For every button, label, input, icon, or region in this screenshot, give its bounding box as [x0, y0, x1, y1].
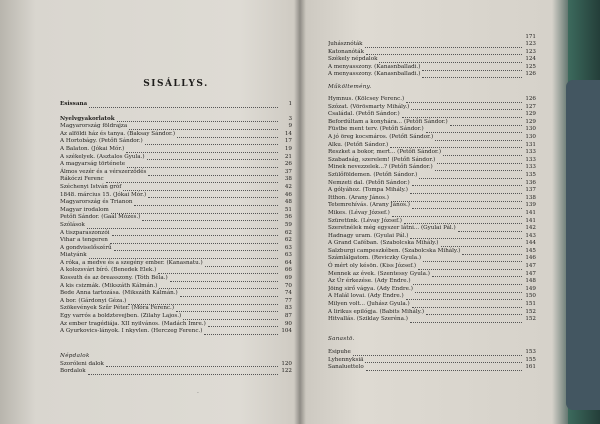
leader-dots — [170, 276, 278, 282]
leader-dots — [406, 294, 522, 300]
entry-title: Bordalok — [60, 368, 86, 375]
entry-title: Tetemrehívás. (Arany János.) — [328, 202, 410, 209]
section-heading: Műköltemény. — [328, 84, 372, 90]
toc-entry — [328, 357, 536, 365]
toc-entry — [60, 237, 292, 245]
entry-title: Reszket a bokor, mert... (Petőfi Sándor.) — [328, 149, 442, 156]
entry-title: Esissana — [60, 101, 88, 107]
entry-title: Szülőföldemen. (Petőfi Sándor.) — [328, 171, 418, 178]
entry-title: Hymnus. (Kölcsey Ferenc.) — [328, 96, 405, 102]
leader-dots — [88, 369, 278, 375]
entry-title: Bede Anna tartozása. (Mikszáth Kálmán.) — [60, 290, 178, 297]
entry-title: Befordúltam a konyhára... (Petőfi Sándor.) — [328, 118, 448, 125]
entry-page: 87 — [284, 313, 292, 320]
toc-entry — [328, 180, 536, 188]
entry-page: 147 — [525, 270, 536, 277]
entry-page: 9 — [288, 123, 292, 130]
entry-title: A kolozsvári bíró. (Benedek Elek.) — [60, 267, 157, 274]
leader-dots — [180, 291, 278, 297]
toc-entry — [328, 218, 536, 226]
leader-dots — [419, 173, 522, 179]
entry-title: Egy varrós a boldztevejben. (Zilahy Lajos.) — [60, 313, 182, 320]
leader-dots — [112, 230, 279, 236]
toc-entry — [60, 101, 292, 109]
leader-dots — [114, 245, 278, 251]
entry-title: Miatyánk — [60, 252, 87, 259]
toc-entry — [60, 361, 292, 369]
entry-page: 133 — [525, 149, 536, 156]
leader-dots — [426, 127, 522, 133]
toc-entry — [328, 41, 536, 49]
leader-dots — [410, 233, 522, 239]
entry-page: 48 — [284, 199, 292, 206]
entry-page: 56 — [284, 214, 292, 221]
toc-entry — [60, 353, 292, 361]
leader-dots — [117, 116, 278, 122]
entry-page: 69 — [284, 275, 292, 282]
entry-title: A Grand Caféban. (Szabolcska Mihály.) — [328, 240, 439, 247]
entry-page: 137 — [525, 187, 536, 194]
entry-title: Vihar a tengeren — [60, 237, 108, 244]
entry-title: Ó mért oly késön. (Kiss József.) — [328, 263, 417, 270]
toc-entry — [60, 368, 292, 376]
leader-dots — [126, 147, 278, 153]
entry-page: 133 — [525, 164, 536, 171]
entry-page: 1 — [288, 101, 292, 107]
entry-title: Katonanóták — [328, 48, 365, 55]
leader-dots — [366, 49, 522, 55]
entry-page: 130 — [525, 133, 536, 140]
leader-dots — [134, 200, 278, 206]
entry-title: Magyar irodalom — [60, 206, 109, 213]
toc-entry — [328, 301, 536, 309]
toc-entry — [60, 214, 292, 222]
entry-title: A jó öreg kocsmáros. (Petőfi Sándor.) — [328, 133, 434, 140]
leader-dots — [158, 268, 278, 274]
entry-page: 26 — [284, 161, 292, 168]
leader-dots — [411, 104, 522, 110]
entry-page: 141 — [525, 209, 536, 216]
spacer — [60, 109, 292, 116]
entry-title: Magyarország földrajza — [60, 123, 128, 130]
toc-entry — [328, 278, 536, 286]
entry-page: 123 — [525, 41, 536, 47]
entry-title: Számlálgatom. (Reviczky Gyula.) — [328, 255, 422, 262]
right-toc-b — [328, 96, 536, 324]
entry-page: 153 — [525, 349, 536, 355]
toc-entry — [328, 71, 536, 79]
entry-page: 38 — [284, 176, 292, 183]
entry-page: 64 — [284, 259, 292, 266]
toc-entry — [60, 176, 292, 184]
toc-entry — [60, 161, 292, 169]
toc-entry — [328, 134, 536, 142]
contents-heading: SISÁLLYS. — [143, 79, 209, 89]
entry-page: 124 — [525, 56, 536, 63]
entry-title: Szökevények Szűr Péter. (Móra Ferenc.) — [60, 305, 175, 312]
entry-title: Rákóczi Ferenc — [60, 176, 104, 183]
leader-dots — [423, 256, 522, 262]
entry-page: 136 — [525, 179, 536, 186]
entry-page: 149 — [525, 285, 536, 292]
leader-dots — [402, 112, 522, 118]
leader-dots — [404, 218, 522, 224]
leader-dots — [426, 309, 522, 315]
leader-dots — [142, 215, 278, 221]
entry-page: 125 — [525, 63, 536, 70]
entry-title: Szabadság, szerelem! (Petőfi Sándor.) — [328, 156, 436, 163]
toc-entry — [328, 56, 536, 64]
entry-page: 131 — [525, 141, 536, 148]
entry-page: 120 — [281, 360, 292, 367]
entry-title: Milyen volt... (Juhász Gyula.) — [328, 301, 410, 308]
entry-title: Kossuth és az öreasszony. (Tóth Béla.) — [60, 275, 168, 282]
entry-title: A magyarság története — [60, 161, 126, 168]
entry-page: 19 — [284, 145, 292, 152]
leader-dots — [111, 208, 278, 214]
left-page — [60, 0, 292, 424]
entry-title: Álmos vezér és a vérszerződés — [60, 168, 147, 175]
entry-page: 77 — [284, 297, 292, 304]
leader-dots — [415, 287, 522, 293]
entry-title: Sanaluettelo — [328, 364, 364, 371]
entry-page: 21 — [284, 153, 292, 160]
entry-title: Szeretnélek még egyszer látni... (Gyulai Pál.) — [328, 225, 456, 232]
leader-dots — [413, 279, 522, 285]
toc-entry — [60, 245, 292, 253]
entry-page: 150 — [525, 293, 536, 300]
toc-entry — [60, 184, 292, 192]
leader-dots — [205, 261, 278, 267]
entry-title: Füstbe ment terv. (Petőfi Sándor.) — [328, 126, 424, 133]
entry-page: 155 — [525, 356, 536, 363]
entry-page: 129 — [525, 118, 536, 125]
toc-entry — [328, 293, 536, 301]
entry-page: 37 — [284, 168, 292, 175]
entry-page: 138 — [525, 194, 536, 201]
left-toc-tail — [60, 353, 292, 376]
toc-entry — [328, 126, 536, 134]
toc-entry — [328, 111, 536, 119]
leader-dots — [123, 185, 278, 191]
entry-page: 122 — [281, 368, 292, 375]
entry-title: Nyelvgyakorlatok — [60, 115, 115, 122]
dark-tab — [566, 80, 600, 410]
entry-page: 152 — [525, 316, 536, 323]
entry-page: 144 — [525, 240, 536, 247]
entry-page: 83 — [284, 305, 292, 312]
leader-dots — [435, 165, 522, 171]
leader-dots — [106, 177, 278, 183]
entry-title: Mikes. (Lévay József.) — [328, 209, 390, 216]
entry-page: 51 — [284, 206, 292, 213]
entry-page: 152 — [525, 308, 536, 315]
entry-title: Jöing sirő vágya. (Ady Endre.) — [328, 285, 413, 292]
right-toc-a — [328, 41, 536, 79]
entry-title: A Hortobágy. (Petőfi Sándor.) — [60, 138, 143, 145]
entry-page: 70 — [284, 282, 292, 289]
leader-dots — [392, 211, 522, 217]
entry-title: Juhásznóták — [328, 41, 363, 47]
leader-dots — [106, 361, 278, 367]
toc-entry — [60, 275, 292, 283]
toc-entry — [60, 222, 292, 230]
entry-page: 17 — [284, 138, 292, 145]
entry-title: Népdalok — [60, 353, 90, 359]
leader-dots — [128, 299, 278, 305]
entry-page: 59 — [284, 221, 292, 228]
entry-page: 62 — [284, 237, 292, 244]
entry-page: 151 — [525, 301, 536, 308]
leader-dots — [412, 203, 522, 209]
entry-page: 3 — [288, 115, 292, 122]
entry-page: 62 — [284, 229, 292, 236]
entry-title: Esipuhe — [328, 349, 351, 355]
entry-page: 146 — [525, 255, 536, 262]
entry-title: Az ember tragédiája. XII nyilvános. (Madách Imre.) — [60, 320, 206, 327]
entry-title: A gólyához. (Tompa Mihály.) — [328, 187, 408, 194]
leader-dots — [458, 226, 522, 232]
entry-page: 63 — [284, 244, 292, 251]
right-section-c — [328, 336, 536, 344]
entry-page: 127 — [525, 103, 536, 110]
page-number: 171 — [525, 34, 536, 40]
toc-entry — [328, 149, 536, 157]
entry-page: 14 — [284, 130, 292, 137]
entry-title: Szoróleni dalok — [60, 360, 104, 367]
leader-dots — [418, 264, 522, 270]
leader-dots — [366, 365, 522, 371]
entry-title: Az alföldi ház és tanya. (Baksay Sándor.) — [60, 130, 176, 137]
entry-page: 130 — [525, 126, 536, 133]
leader-dots — [432, 271, 522, 277]
toc-entry — [328, 210, 536, 218]
toc-entry — [328, 240, 536, 248]
toc-entry — [328, 187, 536, 195]
entry-page: 123 — [525, 48, 536, 55]
leader-dots — [204, 329, 278, 335]
toc-entry — [60, 230, 292, 238]
entry-title: Az Úr érkezése. (Ady Endre.) — [328, 278, 411, 285]
leader-dots — [148, 170, 278, 176]
toc-entry — [328, 172, 536, 180]
left-toc — [60, 101, 292, 336]
entry-page: 66 — [284, 267, 292, 274]
leader-dots — [422, 65, 522, 71]
entry-title: A lirikus epilógja. (Babits Mihály.) — [328, 308, 425, 315]
leader-dots — [147, 154, 278, 160]
entry-page: 145 — [525, 247, 536, 254]
entry-page: 142 — [525, 225, 536, 232]
toc-entry — [60, 290, 292, 298]
entry-title: A gondviselőszérű — [60, 244, 112, 251]
leader-dots — [177, 132, 278, 138]
leader-dots — [441, 241, 523, 247]
leader-dots — [365, 42, 522, 48]
entry-page: 133 — [525, 156, 536, 163]
entry-page: 74 — [284, 290, 292, 297]
entry-title: A tiszparaszonzói — [60, 229, 110, 236]
toc-entry — [328, 316, 536, 324]
toc-entry — [328, 255, 536, 263]
entry-title: Hadnagy uram. (Gyulai Pál.) — [328, 232, 409, 239]
leader-dots — [437, 158, 522, 164]
toc-entry — [60, 123, 292, 131]
entry-title: Minek nevezzelek...? (Petőfi Sándor.) — [328, 164, 433, 171]
entry-title: A bor. (Gárdonyi Géza.) — [60, 297, 127, 304]
right-toc-c — [328, 349, 536, 372]
entry-title: Alku. (Petőfi Sándor.) — [328, 141, 389, 148]
entry-title: Nemzeti dal. (Petőfi Sándor.) — [328, 179, 410, 186]
leader-dots — [435, 135, 522, 141]
leader-dots — [159, 283, 278, 289]
entry-title: Petőfi Sándor. (Gaál Mózes.) — [60, 214, 141, 221]
entry-page: 141 — [525, 217, 536, 224]
entry-page: 126 — [525, 71, 536, 78]
entry-page: 104 — [281, 328, 292, 335]
entry-page: 46 — [284, 191, 292, 198]
leader-dots — [353, 350, 522, 356]
right-page — [328, 0, 536, 424]
entry-title: Magyarország és Trianon — [60, 199, 133, 206]
leader-dots — [145, 139, 278, 145]
page-mark: · — [197, 390, 199, 397]
entry-page: 126 — [525, 96, 536, 102]
entry-title: Szüretünk. (Lévay József.) — [328, 217, 402, 224]
leader-dots — [406, 97, 522, 103]
entry-title: Lyhennyksiä — [328, 356, 364, 363]
toc-entry — [60, 146, 292, 154]
toc-entry — [328, 96, 536, 104]
toc-entry — [328, 263, 536, 271]
entry-title: 1848. március 15. (Jókai Mór.) — [60, 191, 147, 198]
entry-page: 135 — [525, 171, 536, 178]
entry-title: A menyasszony. (Kanasnballadi.) — [328, 63, 421, 70]
entry-title: Salzburgi campeszkében. (Szabolcska Mihály.) — [328, 247, 461, 254]
leader-dots — [89, 102, 278, 108]
entry-title: A menyasszony. (Kanasnballadi.) — [328, 71, 421, 78]
leader-dots — [127, 162, 278, 168]
entry-page: 129 — [525, 111, 536, 118]
entry-title: A Gyurkovics-lányok. I nkyvlen. (Herczeg Ferenc.) — [60, 328, 203, 335]
leader-dots — [89, 253, 278, 259]
leader-dots — [148, 192, 278, 198]
toc-entry — [328, 225, 536, 233]
entry-title: Széchenyi István gróf — [60, 183, 122, 190]
toc-entry — [60, 267, 292, 275]
toc-entry — [60, 313, 292, 321]
entry-page: 161 — [525, 364, 536, 371]
leader-dots — [410, 317, 522, 323]
toc-entry — [60, 305, 292, 313]
entry-title: Szólások — [60, 221, 85, 228]
leader-dots — [183, 314, 278, 320]
leader-dots — [450, 120, 522, 126]
leader-dots — [110, 238, 278, 244]
right-section-b — [328, 84, 536, 92]
leader-dots — [176, 306, 278, 312]
toc-entry — [60, 138, 292, 146]
entry-page: 63 — [284, 252, 292, 259]
entry-page: 139 — [525, 202, 536, 209]
leader-dots — [208, 321, 278, 327]
entry-title: A Halál lovai. (Ady Endre.) — [328, 293, 404, 300]
toc-entry — [328, 349, 536, 357]
leader-dots — [412, 180, 522, 186]
entry-title: A Balaton. (Jókai Mór.) — [60, 145, 125, 152]
leader-dots — [462, 249, 522, 255]
leader-dots — [412, 302, 522, 308]
leader-dots — [87, 223, 278, 229]
entry-title: A róka, a medve és a szegény ember. (Kanasnatu.) — [60, 259, 203, 266]
entry-title: Szózat. (Vörösmarty Mihály.) — [328, 103, 410, 110]
entry-title: Itthon. (Arany János.) — [328, 194, 389, 201]
entry-page: 148 — [525, 278, 536, 285]
toc-entry — [328, 164, 536, 172]
toc-entry — [60, 252, 292, 260]
entry-page: 147 — [525, 263, 536, 270]
leader-dots — [410, 188, 522, 194]
entry-title: Mennek az évek. (Szentessy Gyula.) — [328, 270, 430, 277]
toc-entry — [328, 364, 536, 372]
leader-dots — [391, 196, 522, 202]
entry-page: 143 — [525, 232, 536, 239]
entry-title: Családal. (Petőfi Sándor.) — [328, 111, 400, 118]
entry-title: A székelyek. (Asztalos Gyula.) — [60, 153, 145, 160]
leader-dots — [129, 124, 278, 130]
entry-title: A kis csizmák. (Mikszáth Kálmán.) — [60, 282, 158, 289]
entry-title: Székely népdalok — [328, 56, 378, 63]
leader-dots — [390, 142, 522, 148]
leader-dots — [365, 357, 522, 363]
section-heading: Sanastö. — [328, 336, 355, 342]
leader-dots — [422, 72, 522, 78]
toc-entry — [60, 192, 292, 200]
entry-page: 42 — [284, 183, 292, 190]
toc-entry — [60, 199, 292, 207]
entry-page: 90 — [284, 320, 292, 327]
toc-entry — [328, 202, 536, 210]
leader-dots — [443, 150, 522, 156]
entry-title: Hitvallás. (Sziklay Szerénа.) — [328, 316, 408, 323]
leader-dots — [379, 57, 522, 63]
toc-entry — [60, 328, 292, 336]
